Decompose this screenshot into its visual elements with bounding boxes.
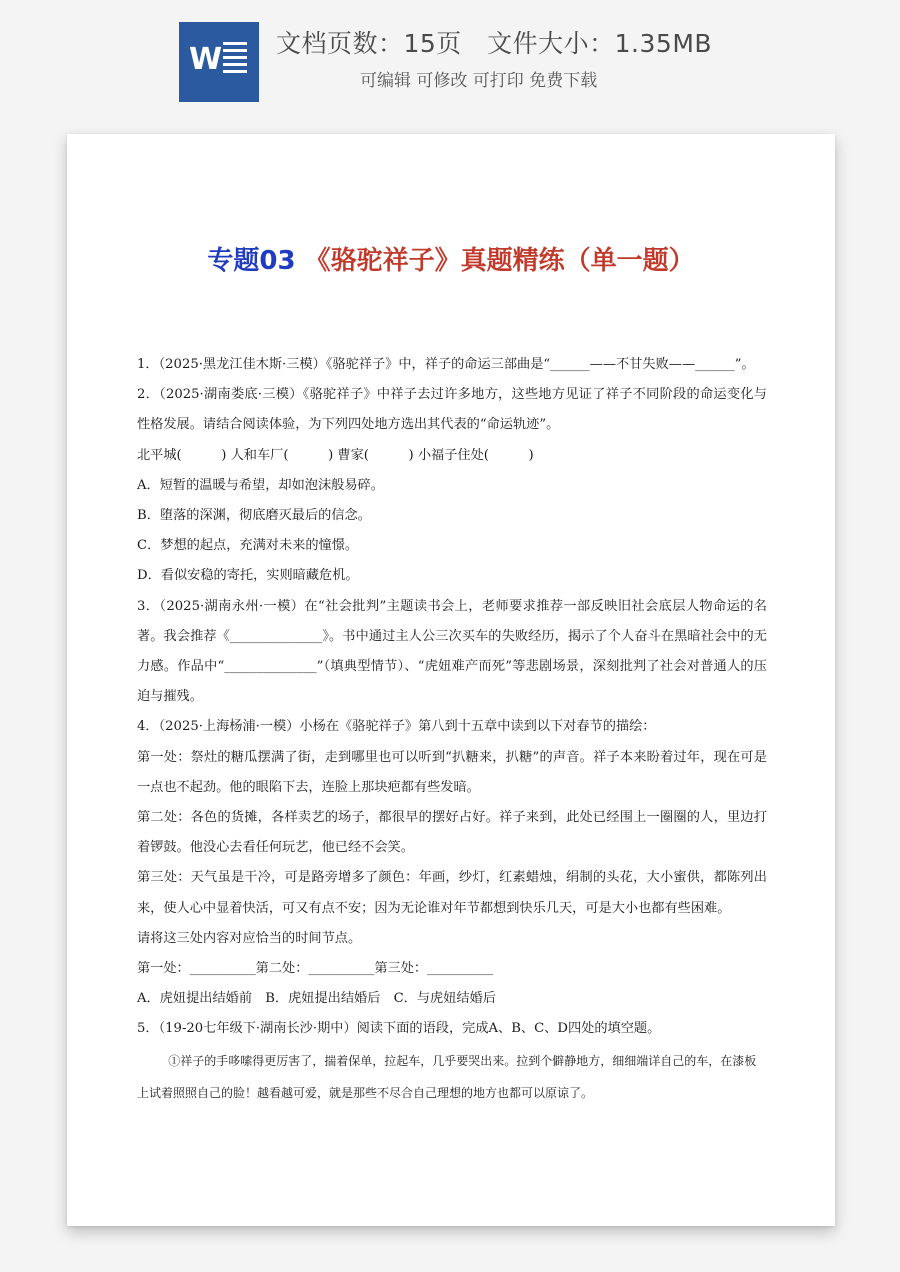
document-stats: 文档页数：15页 文件大小：1.35MB <box>276 29 713 58</box>
word-document-icon <box>179 22 259 102</box>
question-2-option-d: D．看似安稳的寄托，实则暗藏危机。 <box>137 568 359 584</box>
question-1: 1．（2025·黑龙江佳木斯·三模）《骆驼祥子》中，祥子的命运三部曲是“______——不甘失败——______”。 <box>137 357 755 372</box>
question-5-passage: ①祥子的手哆嗦得更厉害了，揣着保单，拉起车，几乎要哭出来。拉到个僻静地方，细细端详自己的车，在漆板上试着照照自己的脸！越看越可爱，就是那些不尽合自己理想的地方也都可以原谅了。 <box>137 1053 757 1100</box>
document-body <box>137 350 767 1109</box>
word-icon-lines <box>223 42 247 82</box>
question-3: 3．（2025·湖南永州·一模）在“社会批判”主题读书会上，老师要求推荐一部反映旧社会底层人物命运的名著。我会推荐《______________》。书中通过主人公三次买车的失败经历，揭示了个人奋斗在黑暗社会中的无力感。作品中“______________”（填典型情节）、“虎妞难产而死”等悲剧场景，深刻批判了社会对普通人的压迫与摧残。 <box>137 598 767 705</box>
question-4-passage-2: 第二处：各色的货摊，各样卖艺的场子，都很早的摆好占好。祥子来到，此处已经围上一圈圈的人，里边打着锣鼓。他没心去看任何玩艺，他已经不会笑。 <box>137 810 767 856</box>
question-4: 4．（2025·上海杨浦·一模）小杨在《骆驼祥子》第八到十五章中读到以下对春节的描绘： <box>137 719 656 735</box>
word-icon-letter: W <box>189 42 223 77</box>
document-title <box>67 240 835 277</box>
document-features: 可编辑 可修改 可打印 免费下载 <box>360 71 598 91</box>
question-5: 5．（19-20七年级下·湖南长沙·期中）阅读下面的语段，完成A、B、C、D四处的填空题。 <box>137 1021 661 1037</box>
download-banner <box>0 0 900 120</box>
question-4-passage-3: 第三处：天气虽是干冷，可是路旁增多了颜色：年画，纱灯，红素蜡烛，绢制的头花，大小蜜供，都陈列出来，使人心中显着快活，可又有点不安；因为无论谁对年节都想到快乐几天，可是大小也都有些困难。 <box>137 870 767 916</box>
question-2-option-a: A．短暂的温暖与希望，却如泡沫般易碎。 <box>137 477 384 493</box>
question-2-places: 北平城( ) 人和车厂( ) 曹家( ) 小福子住处( ) <box>137 447 534 463</box>
title-topic: 专题03 <box>207 246 305 276</box>
question-4-blanks: 第一处：__________第二处：__________第三处：__________ <box>137 961 494 977</box>
question-2-option-b: B．堕落的深渊，彻底磨灭最后的信念。 <box>137 508 371 524</box>
question-4-passage-1: 第一处：祭灶的糖瓜摆满了街，走到哪里也可以听到“扒糖来，扒糖”的声音。祥子本来盼着过年，现在可是一点也不起劲。他的眼陷下去，连脸上那块疤都有些发暗。 <box>137 749 767 795</box>
question-2: 2．（2025·湖南娄底·三模）《骆驼祥子》中祥子去过许多地方，这些地方见证了祥子不同阶段的命运变化与性格发展。请结合阅读体验，为下列四处地方选出其代表的“命运轨迹”。 <box>137 387 767 433</box>
question-4-options: A．虎妞提出结婚前 B．虎妞提出结婚后 C．与虎妞结婚后 <box>137 991 496 1007</box>
title-main: 《骆驼祥子》真题精练（单一题） <box>304 246 695 276</box>
document-page <box>67 134 835 1226</box>
question-4-instruction: 请将这三处内容对应恰当的时间节点。 <box>137 930 362 946</box>
question-2-option-c: C．梦想的起点，充满对未来的憧憬。 <box>137 538 359 554</box>
